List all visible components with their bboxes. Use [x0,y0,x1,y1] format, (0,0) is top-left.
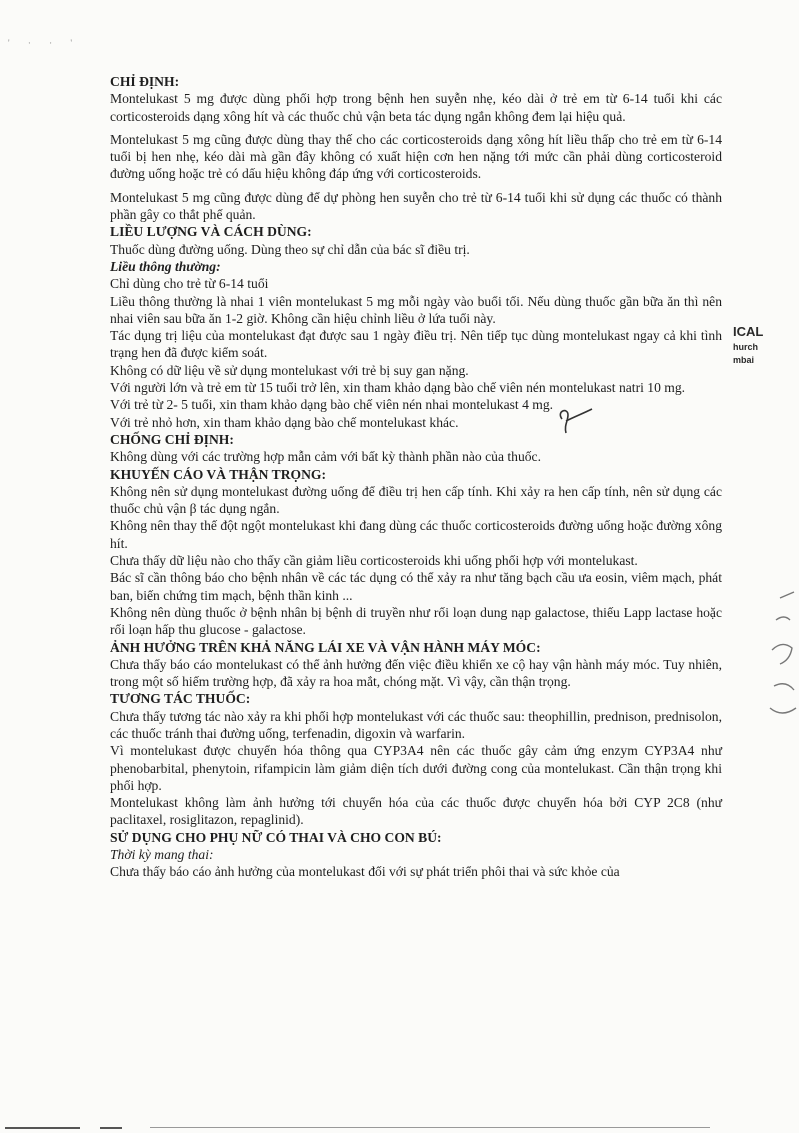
paragraph: Với người lớn và trẻ em từ 15 tuổi trở lên, xin tham khảo dạng bào chế viên nén montelukast natri 10 mg. [110,380,686,396]
margin-note-1: ICAL [733,324,764,339]
paragraph: Tác dụng trị liệu của montelukast đạt được sau 1 ngày điều trị. Nên tiếp tục dùng montelukast ngay cả khi tình trạng hen đã được kiểm soát. [110,328,722,361]
section-heading: Thời kỳ mang thai: [110,847,214,863]
paragraph: Không có dữ liệu về sử dụng montelukast với trẻ bị suy gan nặng. [110,362,469,378]
paragraph: Vì montelukast được chuyển hóa thông qua CYP3A4 nên các thuốc gây cảm ứng enzym CYP3A4 như phenobarbital, phenytoin, rifampicin làm giảm diện tích dưới đường cong của montelukast. Cần thận trọng khi phối hợp. [110,743,722,793]
section-heading: Liều thông thường: [110,258,221,274]
section-heading: CHỐNG CHỈ ĐỊNH: [110,431,234,447]
paragraph: Không nên dùng thuốc ở bệnh nhân bị bệnh di truyền như rối loạn dung nạp galactose, thiếu Lapp lactase hoặc rối loạn hấp thu glucose - galactose. [110,604,722,638]
stamp-edge-mark [760,590,799,730]
paragraph: Chỉ dùng cho trẻ từ 6-14 tuổi [110,276,269,292]
paragraph: Montelukast 5 mg được dùng phối hợp trong bệnh hen suyễn nhẹ, kéo dài ở trẻ em từ 6-14 tuổi khi các corticosteroids dạng xông hít và các thuốc chủ vận beta tác dụng ngắn không đem lại hiệu quả. [110,91,722,124]
paragraph: Với trẻ từ 2- 5 tuổi, xin tham khảo dạng bào chế viên nén nhai montelukast 4 mg. [110,397,554,413]
paragraph: Chưa thấy báo cáo ảnh hưởng của montelukast đối với sự phát triển phôi thai và sức khỏe của [110,864,620,880]
scan-edge-line [100,1127,122,1129]
section-heading: ẢNH HƯỞNG TRÊN KHẢ NĂNG LÁI XE VÀ VẬN HÀNH MÁY MÓC: [110,639,541,655]
margin-note-2: hurch [733,342,759,352]
margin-note-3: mbai [733,355,755,365]
section-heading: LIỀU LƯỢNG VÀ CÁCH DÙNG: [110,224,312,240]
paragraph: Chưa thấy báo cáo montelukast có thể ảnh hưởng đến việc điều khiển xe cộ hay vận hành máy móc. Tuy nhiên, trong một số hiếm trường hợp, đã xảy ra hoa mắt, chóng mặt. Vì vậy, cần thận trọng. [110,656,722,690]
signature-mark [554,405,594,435]
paragraph: Liều thông thường là nhai 1 viên montelukast 5 mg mỗi ngày vào buổi tối. Nếu dùng thuốc gần bữa ăn thì nên nhai viên sau bữa ăn 1-2 giờ. Không cần hiệu chỉnh liều ở lứa tuổi này. [110,293,722,326]
paragraph: Montelukast 5 mg cũng được dùng để dự phòng hen suyễn cho trẻ từ 6-14 tuổi khi sử dụng các thuốc có thành phần gây co thắt phế quản. [110,189,722,223]
scan-edge-line [5,1127,80,1129]
paragraph: Montelukast 5 mg cũng được dùng thay thế cho các corticosteroids dạng xông hít liều thấp cho trẻ em từ 6-14 tuổi bị hen nhẹ, kéo dài mà gần đây không có xuất hiện cơn hen nặng tới mức cần phải dùng corticosteroid đường uống hoặc trẻ có dấu hiệu không đáp ứng với corticosteroids. [110,131,722,182]
section-heading: SỬ DỤNG CHO PHỤ NỮ CÓ THAI VÀ CHO CON BÚ: [110,829,442,845]
paragraph: Không nên thay thế đột ngột montelukast khi đang dùng các thuốc corticosteroids đường uống hoặc đường xông hít. [110,518,722,551]
paragraph: Thuốc dùng đường uống. Dùng theo sự chỉ dẫn của bác sĩ điều trị. [110,241,470,257]
section-heading: CHỈ ĐỊNH: [110,74,180,89]
section-heading: KHUYẾN CÁO VÀ THẬN TRỌNG: [110,466,327,482]
paragraph: Với trẻ nhỏ hơn, xin tham khảo dạng bào chế montelukast khác. [110,414,459,430]
section-heading: TƯƠNG TÁC THUỐC: [110,691,251,707]
paragraph: Montelukast không làm ảnh hưởng tới chuyển hóa của các thuốc được chuyển hóa bởi CYP 2C8 (như paclitaxel, rosiglitazon, repaglinid). [110,795,722,828]
scan-specks: ' · · ' [8,38,80,48]
scan-edge-line [150,1127,710,1128]
document-body [110,73,722,881]
paragraph: Bác sĩ cần thông báo cho bệnh nhân về các tác dụng có thể xảy ra như tăng bạch cầu ưa eosin, viêm mạch, phát ban, biến chứng tim mạch, bệnh thần kinh ... [110,570,722,603]
paragraph: Không nên sử dụng montelukast đường uống để điều trị hen cấp tính. Khi xảy ra hen cấp tính, nên sử dụng các thuốc chủ vận β tác dụng ngắn. [110,483,722,517]
paragraph: Không dùng với các trường hợp mẫn cảm với bất kỳ thành phần nào của thuốc. [110,449,541,465]
paragraph: Chưa thấy dữ liệu nào cho thấy cần giảm liều corticosteroids khi uống phối hợp với montelukast. [110,553,638,569]
paragraph: Chưa thấy tương tác nào xảy ra khi phối hợp montelukast với các thuốc sau: theophillin, prednison, prednisolon, các thuốc tránh thai đường uống, terfenadin, digoxin và warfarin. [110,708,722,741]
